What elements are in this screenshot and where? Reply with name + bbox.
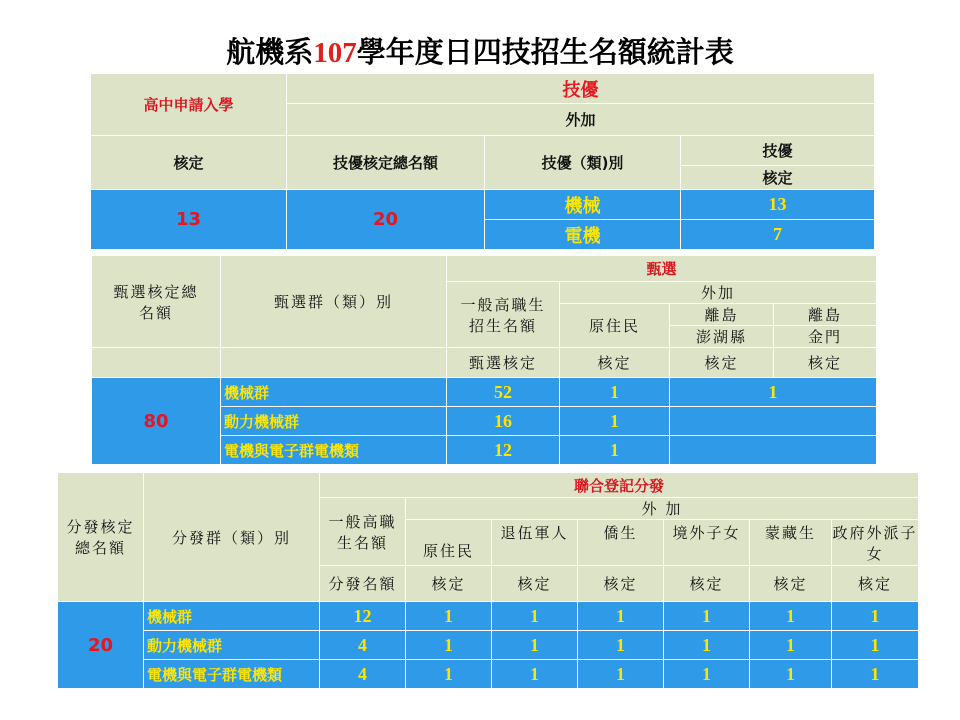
value-cell: 1 <box>750 631 832 660</box>
tech-value-cell: 7 <box>681 220 875 250</box>
value-cell: 1 <box>832 631 919 660</box>
aboriginal-value: 1 <box>560 378 670 407</box>
value-cell: 1 <box>832 660 919 689</box>
aboriginal-value: 1 <box>560 407 670 436</box>
value-cell: 1 <box>578 631 664 660</box>
assign-quota-header: 分發名額 <box>320 566 406 602</box>
tech-group-header: 技優（類)別 <box>485 136 681 190</box>
joint-distribution-table <box>57 472 919 689</box>
island2-sub-header: 金門 <box>774 326 877 348</box>
value-cell: 1 <box>578 602 664 631</box>
distribution-total-value: 20 <box>58 602 144 689</box>
approved-header: 核定 <box>406 566 492 602</box>
approved-value: 13 <box>91 190 287 250</box>
general-value: 52 <box>447 378 560 407</box>
value-cell: 1 <box>406 631 492 660</box>
tech-value-cell: 13 <box>681 190 875 220</box>
distribution-group-header: 分發群（類）別 <box>144 473 320 602</box>
group-cell: 電機與電子群電機類 <box>221 436 447 465</box>
aboriginal-value: 1 <box>560 436 670 465</box>
value-cell: 1 <box>492 602 578 631</box>
tech-total-value: 20 <box>287 190 485 250</box>
tech-excellence-table <box>90 73 875 250</box>
island-value: 1 <box>670 378 877 407</box>
value-cell: 1 <box>664 631 750 660</box>
selection-total-header: 甄選核定總名額 <box>92 256 221 348</box>
filler-cell <box>221 348 447 378</box>
mongolian-tibetan-header: 蒙藏生 <box>750 520 832 566</box>
page-title: 航機系107學年度日四技招生名額統計表 <box>226 35 734 69</box>
foreign-children-header: 境外子女 <box>664 520 750 566</box>
approved-header: 核定 <box>750 566 832 602</box>
selection-total-value: 80 <box>92 378 221 465</box>
value-cell: 1 <box>664 660 750 689</box>
value-cell: 1 <box>406 602 492 631</box>
group-cell: 動力機械群 <box>221 407 447 436</box>
distribution-extra-header: 外 加 <box>406 498 919 520</box>
distribution-top-header: 聯合登記分發 <box>320 473 919 498</box>
general-quota-header: 一般高職生招生名額 <box>447 282 560 348</box>
general-value: 12 <box>447 436 560 465</box>
approved-header: 核定 <box>774 348 877 378</box>
tech-total-header: 技優核定總名額 <box>287 136 485 190</box>
selection-approved-header: 甄選核定 <box>447 348 560 378</box>
value-cell: 4 <box>320 660 406 689</box>
selection-top-header: 甄選 <box>447 256 877 282</box>
island1-sub-header: 澎湖縣 <box>670 326 774 348</box>
distribution-total-header: 分發核定總名額 <box>58 473 144 602</box>
value-cell: 1 <box>578 660 664 689</box>
tech-approved-header: 核定 <box>681 166 875 190</box>
island2-header: 離島 <box>774 304 877 326</box>
veteran-header: 退伍軍人 <box>492 520 578 566</box>
approved-header: 核定 <box>670 348 774 378</box>
approved-header: 核定 <box>664 566 750 602</box>
tech-group-cell: 機械 <box>485 190 681 220</box>
value-cell: 1 <box>750 602 832 631</box>
value-cell: 12 <box>320 602 406 631</box>
tech-group-cell: 電機 <box>485 220 681 250</box>
value-cell: 1 <box>492 660 578 689</box>
general-value: 16 <box>447 407 560 436</box>
gov-assigned-header: 政府外派子女 <box>832 520 919 566</box>
overseas-chinese-header: 僑生 <box>578 520 664 566</box>
approved-header: 核定 <box>832 566 919 602</box>
value-cell: 1 <box>832 602 919 631</box>
value-cell: 1 <box>492 631 578 660</box>
general-quota-header: 一般高職生名額 <box>320 498 406 566</box>
approved-header: 核定 <box>578 566 664 602</box>
group-cell: 機械群 <box>221 378 447 407</box>
value-cell: 4 <box>320 631 406 660</box>
approved-header: 核定 <box>91 136 287 190</box>
selection-table <box>91 255 877 465</box>
tech-header: 技優 <box>681 136 875 166</box>
value-cell: 1 <box>750 660 832 689</box>
group-cell: 電機與電子群電機類 <box>144 660 320 689</box>
approved-header: 核定 <box>560 348 670 378</box>
value-cell: 1 <box>664 602 750 631</box>
aboriginal-header: 原住民 <box>560 304 670 348</box>
island-value <box>670 436 877 465</box>
selection-group-header: 甄選群（類）別 <box>221 256 447 348</box>
tech-top-header: 技優 <box>287 74 875 104</box>
island-value <box>670 407 877 436</box>
approved-header: 核定 <box>492 566 578 602</box>
aboriginal-header: 原住民 <box>406 520 492 566</box>
highschool-header: 高中申請入學 <box>91 74 287 136</box>
value-cell: 1 <box>406 660 492 689</box>
group-cell: 動力機械群 <box>144 631 320 660</box>
selection-extra-header: 外加 <box>560 282 877 304</box>
extra-header: 外加 <box>287 104 875 136</box>
island1-header: 離島 <box>670 304 774 326</box>
filler-cell <box>92 348 221 378</box>
group-cell: 機械群 <box>144 602 320 631</box>
